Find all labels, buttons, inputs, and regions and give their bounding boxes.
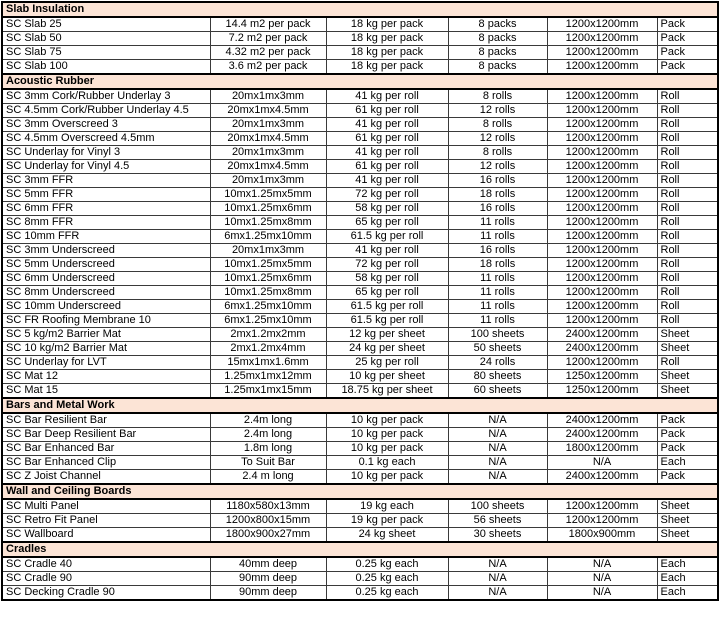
cell-weight: 10 kg per sheet bbox=[326, 370, 448, 384]
cell-size: 2.4m long bbox=[210, 428, 326, 442]
cell-quantity: 30 sheets bbox=[448, 528, 547, 543]
cell-quantity: 11 rolls bbox=[448, 230, 547, 244]
cell-weight: 41 kg per roll bbox=[326, 244, 448, 258]
cell-quantity: 18 rolls bbox=[448, 188, 547, 202]
cell-size: 1200x800x15mm bbox=[210, 514, 326, 528]
cell-size: 1800x900x27mm bbox=[210, 528, 326, 543]
cell-product-name: SC 10mm FFR bbox=[2, 230, 210, 244]
cell-pallet-size: 1200x1200mm bbox=[547, 146, 657, 160]
cell-weight: 24 kg per sheet bbox=[326, 342, 448, 356]
cell-unit: Roll bbox=[657, 286, 718, 300]
table-row bbox=[2, 230, 718, 244]
cell-size: 10mx1.25mx6mm bbox=[210, 272, 326, 286]
cell-weight: 0.25 kg each bbox=[326, 572, 448, 586]
cell-unit: Each bbox=[657, 557, 718, 572]
cell-product-name: SC 5mm FFR bbox=[2, 188, 210, 202]
cell-unit: Roll bbox=[657, 160, 718, 174]
cell-product-name: SC 5 kg/m2 Barrier Mat bbox=[2, 328, 210, 342]
cell-quantity: N/A bbox=[448, 442, 547, 456]
cell-weight: 61 kg per roll bbox=[326, 104, 448, 118]
cell-pallet-size: N/A bbox=[547, 557, 657, 572]
cell-quantity: 11 rolls bbox=[448, 272, 547, 286]
cell-pallet-size: 2400x1200mm bbox=[547, 470, 657, 485]
cell-quantity: 8 packs bbox=[448, 60, 547, 75]
cell-unit: Roll bbox=[657, 89, 718, 104]
cell-product-name: SC 6mm Underscreed bbox=[2, 272, 210, 286]
cell-quantity: N/A bbox=[448, 572, 547, 586]
cell-product-name: SC Multi Panel bbox=[2, 499, 210, 514]
cell-quantity: 11 rolls bbox=[448, 286, 547, 300]
cell-unit: Pack bbox=[657, 46, 718, 60]
cell-pallet-size: 1200x1200mm bbox=[547, 514, 657, 528]
cell-product-name: SC Slab 100 bbox=[2, 60, 210, 75]
cell-size: 14.4 m2 per pack bbox=[210, 17, 326, 32]
section-title: Acoustic Rubber bbox=[2, 74, 718, 89]
cell-size: 3.6 m2 per pack bbox=[210, 60, 326, 75]
cell-unit: Roll bbox=[657, 202, 718, 216]
cell-unit: Roll bbox=[657, 314, 718, 328]
cell-weight: 61.5 kg per roll bbox=[326, 230, 448, 244]
cell-size: 20mx1mx3mm bbox=[210, 118, 326, 132]
cell-product-name: SC Slab 25 bbox=[2, 17, 210, 32]
cell-pallet-size: 1200x1200mm bbox=[547, 188, 657, 202]
cell-product-name: SC Underlay for Vinyl 3 bbox=[2, 146, 210, 160]
cell-product-name: SC Bar Resilient Bar bbox=[2, 413, 210, 428]
section-title: Slab Insulation bbox=[2, 2, 718, 17]
cell-quantity: N/A bbox=[448, 413, 547, 428]
table-row bbox=[2, 456, 718, 470]
cell-product-name: SC 8mm Underscreed bbox=[2, 286, 210, 300]
product-spec-table bbox=[1, 1, 719, 601]
cell-unit: Sheet bbox=[657, 514, 718, 528]
table-row bbox=[2, 442, 718, 456]
cell-pallet-size: 1200x1200mm bbox=[547, 258, 657, 272]
cell-weight: 10 kg per pack bbox=[326, 413, 448, 428]
cell-unit: Roll bbox=[657, 216, 718, 230]
cell-product-name: SC Cradle 90 bbox=[2, 572, 210, 586]
table-row bbox=[2, 370, 718, 384]
cell-weight: 10 kg per pack bbox=[326, 442, 448, 456]
cell-unit: Roll bbox=[657, 300, 718, 314]
cell-quantity: 16 rolls bbox=[448, 202, 547, 216]
cell-unit: Pack bbox=[657, 32, 718, 46]
cell-size: 7.2 m2 per pack bbox=[210, 32, 326, 46]
cell-weight: 61.5 kg per roll bbox=[326, 314, 448, 328]
table-row bbox=[2, 32, 718, 46]
table-row bbox=[2, 470, 718, 485]
cell-size: 6mx1.25mx10mm bbox=[210, 300, 326, 314]
cell-weight: 0.25 kg each bbox=[326, 557, 448, 572]
section-header-row bbox=[2, 2, 718, 17]
cell-pallet-size: 1200x1200mm bbox=[547, 17, 657, 32]
cell-size: 1180x580x13mm bbox=[210, 499, 326, 514]
section-header-row bbox=[2, 484, 718, 499]
cell-product-name: SC Slab 50 bbox=[2, 32, 210, 46]
cell-quantity: 100 sheets bbox=[448, 499, 547, 514]
cell-size: 10mx1.25mx6mm bbox=[210, 202, 326, 216]
cell-size: 1.25mx1mx12mm bbox=[210, 370, 326, 384]
cell-size: 6mx1.25mx10mm bbox=[210, 314, 326, 328]
cell-pallet-size: 1200x1200mm bbox=[547, 202, 657, 216]
cell-weight: 19 kg per pack bbox=[326, 514, 448, 528]
table-row bbox=[2, 557, 718, 572]
cell-size: 20mx1mx4.5mm bbox=[210, 160, 326, 174]
cell-product-name: SC 3mm Underscreed bbox=[2, 244, 210, 258]
cell-quantity: 8 packs bbox=[448, 32, 547, 46]
cell-unit: Roll bbox=[657, 356, 718, 370]
cell-size: 10mx1.25mx8mm bbox=[210, 286, 326, 300]
cell-product-name: SC Bar Deep Resilient Bar bbox=[2, 428, 210, 442]
cell-unit: Sheet bbox=[657, 499, 718, 514]
cell-weight: 61 kg per roll bbox=[326, 132, 448, 146]
cell-pallet-size: 1200x1200mm bbox=[547, 300, 657, 314]
table-row bbox=[2, 586, 718, 601]
cell-unit: Sheet bbox=[657, 384, 718, 399]
cell-product-name: SC Underlay for LVT bbox=[2, 356, 210, 370]
cell-product-name: SC 3mm Overscreed 3 bbox=[2, 118, 210, 132]
table-row bbox=[2, 146, 718, 160]
cell-size: To Suit Bar bbox=[210, 456, 326, 470]
cell-product-name: SC 4.5mm Overscreed 4.5mm bbox=[2, 132, 210, 146]
cell-pallet-size: 1200x1200mm bbox=[547, 272, 657, 286]
table-row bbox=[2, 46, 718, 60]
cell-unit: Each bbox=[657, 586, 718, 601]
table-row bbox=[2, 384, 718, 399]
cell-product-name: SC 10 kg/m2 Barrier Mat bbox=[2, 342, 210, 356]
table-row bbox=[2, 272, 718, 286]
cell-size: 20mx1mx4.5mm bbox=[210, 104, 326, 118]
cell-unit: Pack bbox=[657, 17, 718, 32]
cell-pallet-size: N/A bbox=[547, 572, 657, 586]
cell-product-name: SC Mat 15 bbox=[2, 384, 210, 399]
cell-unit: Sheet bbox=[657, 328, 718, 342]
cell-size: 15mx1mx1.6mm bbox=[210, 356, 326, 370]
table-row bbox=[2, 132, 718, 146]
table-row bbox=[2, 104, 718, 118]
cell-product-name: SC Retro Fit Panel bbox=[2, 514, 210, 528]
cell-weight: 12 kg per sheet bbox=[326, 328, 448, 342]
cell-size: 1.8m long bbox=[210, 442, 326, 456]
cell-weight: 58 kg per roll bbox=[326, 272, 448, 286]
cell-product-name: SC 4.5mm Cork/Rubber Underlay 4.5 bbox=[2, 104, 210, 118]
table-row bbox=[2, 300, 718, 314]
table-row bbox=[2, 328, 718, 342]
table-row bbox=[2, 60, 718, 75]
cell-pallet-size: 1200x1200mm bbox=[547, 244, 657, 258]
cell-quantity: 8 packs bbox=[448, 46, 547, 60]
section-title: Bars and Metal Work bbox=[2, 398, 718, 413]
table-row bbox=[2, 89, 718, 104]
cell-quantity: 11 rolls bbox=[448, 300, 547, 314]
cell-product-name: SC 6mm FFR bbox=[2, 202, 210, 216]
cell-pallet-size: 1200x1200mm bbox=[547, 60, 657, 75]
section-header-row bbox=[2, 74, 718, 89]
cell-unit: Roll bbox=[657, 174, 718, 188]
cell-product-name: SC Bar Enhanced Clip bbox=[2, 456, 210, 470]
table-row bbox=[2, 314, 718, 328]
cell-quantity: 12 rolls bbox=[448, 160, 547, 174]
cell-size: 20mx1mx4.5mm bbox=[210, 132, 326, 146]
cell-product-name: SC 3mm FFR bbox=[2, 174, 210, 188]
cell-product-name: SC Slab 75 bbox=[2, 46, 210, 60]
cell-size: 2mx1.2mx4mm bbox=[210, 342, 326, 356]
cell-size: 10mx1.25mx5mm bbox=[210, 258, 326, 272]
cell-quantity: 11 rolls bbox=[448, 216, 547, 230]
cell-pallet-size: 1200x1200mm bbox=[547, 174, 657, 188]
section-header-row bbox=[2, 398, 718, 413]
cell-pallet-size: 1250x1200mm bbox=[547, 384, 657, 399]
cell-pallet-size: 1800x1200mm bbox=[547, 442, 657, 456]
cell-weight: 65 kg per roll bbox=[326, 286, 448, 300]
cell-pallet-size: 1200x1200mm bbox=[547, 314, 657, 328]
cell-quantity: N/A bbox=[448, 428, 547, 442]
cell-quantity: 12 rolls bbox=[448, 104, 547, 118]
cell-pallet-size: N/A bbox=[547, 456, 657, 470]
cell-unit: Roll bbox=[657, 132, 718, 146]
cell-pallet-size: 1200x1200mm bbox=[547, 132, 657, 146]
table-row bbox=[2, 188, 718, 202]
cell-size: 20mx1mx3mm bbox=[210, 146, 326, 160]
table-row bbox=[2, 499, 718, 514]
cell-quantity: N/A bbox=[448, 456, 547, 470]
cell-weight: 41 kg per roll bbox=[326, 118, 448, 132]
cell-quantity: 8 rolls bbox=[448, 89, 547, 104]
table-row bbox=[2, 202, 718, 216]
cell-size: 90mm deep bbox=[210, 572, 326, 586]
cell-pallet-size: 2400x1200mm bbox=[547, 342, 657, 356]
cell-size: 40mm deep bbox=[210, 557, 326, 572]
cell-weight: 41 kg per roll bbox=[326, 89, 448, 104]
cell-unit: Sheet bbox=[657, 370, 718, 384]
cell-size: 10mx1.25mx5mm bbox=[210, 188, 326, 202]
cell-unit: Roll bbox=[657, 104, 718, 118]
cell-weight: 58 kg per roll bbox=[326, 202, 448, 216]
cell-weight: 18 kg per pack bbox=[326, 17, 448, 32]
section-title: Cradles bbox=[2, 542, 718, 557]
cell-product-name: SC Z Joist Channel bbox=[2, 470, 210, 485]
cell-weight: 18 kg per pack bbox=[326, 32, 448, 46]
cell-quantity: 80 sheets bbox=[448, 370, 547, 384]
cell-quantity: 18 rolls bbox=[448, 258, 547, 272]
cell-pallet-size: 1200x1200mm bbox=[547, 46, 657, 60]
cell-pallet-size: 1200x1200mm bbox=[547, 230, 657, 244]
cell-product-name: SC Mat 12 bbox=[2, 370, 210, 384]
cell-pallet-size: 1800x900mm bbox=[547, 528, 657, 543]
cell-unit: Roll bbox=[657, 230, 718, 244]
cell-pallet-size: 1200x1200mm bbox=[547, 356, 657, 370]
table-row bbox=[2, 118, 718, 132]
cell-weight: 19 kg each bbox=[326, 499, 448, 514]
cell-quantity: 56 sheets bbox=[448, 514, 547, 528]
cell-quantity: 50 sheets bbox=[448, 342, 547, 356]
cell-quantity: 8 packs bbox=[448, 17, 547, 32]
cell-unit: Roll bbox=[657, 188, 718, 202]
cell-quantity: 11 rolls bbox=[448, 314, 547, 328]
cell-pallet-size: 1200x1200mm bbox=[547, 216, 657, 230]
cell-unit: Pack bbox=[657, 60, 718, 75]
table-row bbox=[2, 17, 718, 32]
cell-weight: 18.75 kg per sheet bbox=[326, 384, 448, 399]
cell-unit: Sheet bbox=[657, 528, 718, 543]
cell-quantity: 60 sheets bbox=[448, 384, 547, 399]
cell-size: 2.4m long bbox=[210, 413, 326, 428]
cell-product-name: SC 3mm Cork/Rubber Underlay 3 bbox=[2, 89, 210, 104]
cell-quantity: 8 rolls bbox=[448, 118, 547, 132]
cell-quantity: N/A bbox=[448, 470, 547, 485]
cell-weight: 24 kg sheet bbox=[326, 528, 448, 543]
cell-unit: Pack bbox=[657, 442, 718, 456]
cell-size: 20mx1mx3mm bbox=[210, 174, 326, 188]
cell-size: 6mx1.25mx10mm bbox=[210, 230, 326, 244]
table-row bbox=[2, 216, 718, 230]
cell-size: 1.25mx1mx15mm bbox=[210, 384, 326, 399]
cell-pallet-size: 2400x1200mm bbox=[547, 413, 657, 428]
cell-weight: 61 kg per roll bbox=[326, 160, 448, 174]
section-title: Wall and Ceiling Boards bbox=[2, 484, 718, 499]
section-header-row bbox=[2, 542, 718, 557]
cell-unit: Each bbox=[657, 456, 718, 470]
cell-unit: Roll bbox=[657, 244, 718, 258]
cell-unit: Pack bbox=[657, 428, 718, 442]
table-row bbox=[2, 258, 718, 272]
cell-pallet-size: 1200x1200mm bbox=[547, 32, 657, 46]
table-row bbox=[2, 342, 718, 356]
table-row bbox=[2, 413, 718, 428]
cell-weight: 61.5 kg per roll bbox=[326, 300, 448, 314]
cell-quantity: 8 rolls bbox=[448, 146, 547, 160]
cell-unit: Roll bbox=[657, 258, 718, 272]
cell-unit: Roll bbox=[657, 118, 718, 132]
cell-unit: Pack bbox=[657, 470, 718, 485]
cell-quantity: 24 rolls bbox=[448, 356, 547, 370]
cell-product-name: SC Decking Cradle 90 bbox=[2, 586, 210, 601]
cell-weight: 0.1 kg each bbox=[326, 456, 448, 470]
cell-size: 2mx1.2mx2mm bbox=[210, 328, 326, 342]
cell-unit: Roll bbox=[657, 146, 718, 160]
table-row bbox=[2, 160, 718, 174]
cell-product-name: SC Wallboard bbox=[2, 528, 210, 543]
cell-size: 10mx1.25mx8mm bbox=[210, 216, 326, 230]
cell-unit: Each bbox=[657, 572, 718, 586]
cell-pallet-size: 1200x1200mm bbox=[547, 286, 657, 300]
cell-weight: 10 kg per pack bbox=[326, 428, 448, 442]
cell-weight: 25 kg per roll bbox=[326, 356, 448, 370]
cell-unit: Roll bbox=[657, 272, 718, 286]
cell-size: 20mx1mx3mm bbox=[210, 89, 326, 104]
cell-pallet-size: 1200x1200mm bbox=[547, 89, 657, 104]
cell-quantity: 100 sheets bbox=[448, 328, 547, 342]
cell-quantity: N/A bbox=[448, 557, 547, 572]
table-row bbox=[2, 244, 718, 258]
product-table-body bbox=[2, 2, 718, 600]
cell-pallet-size: 2400x1200mm bbox=[547, 428, 657, 442]
cell-pallet-size: 1200x1200mm bbox=[547, 118, 657, 132]
table-row bbox=[2, 572, 718, 586]
cell-quantity: 12 rolls bbox=[448, 132, 547, 146]
cell-unit: Pack bbox=[657, 413, 718, 428]
cell-quantity: N/A bbox=[448, 586, 547, 601]
cell-quantity: 16 rolls bbox=[448, 174, 547, 188]
cell-weight: 72 kg per roll bbox=[326, 258, 448, 272]
cell-pallet-size: 1200x1200mm bbox=[547, 499, 657, 514]
cell-product-name: SC 5mm Underscreed bbox=[2, 258, 210, 272]
cell-pallet-size: 2400x1200mm bbox=[547, 328, 657, 342]
table-row bbox=[2, 286, 718, 300]
table-row bbox=[2, 356, 718, 370]
cell-product-name: SC FR Roofing Membrane 10 bbox=[2, 314, 210, 328]
cell-weight: 10 kg per pack bbox=[326, 470, 448, 485]
cell-weight: 65 kg per roll bbox=[326, 216, 448, 230]
cell-weight: 18 kg per pack bbox=[326, 46, 448, 60]
table-row bbox=[2, 528, 718, 543]
cell-pallet-size: N/A bbox=[547, 586, 657, 601]
cell-product-name: SC Underlay for Vinyl 4.5 bbox=[2, 160, 210, 174]
cell-weight: 72 kg per roll bbox=[326, 188, 448, 202]
cell-weight: 18 kg per pack bbox=[326, 60, 448, 75]
cell-size: 2.4 m long bbox=[210, 470, 326, 485]
cell-product-name: SC Cradle 40 bbox=[2, 557, 210, 572]
cell-weight: 41 kg per roll bbox=[326, 174, 448, 188]
table-row bbox=[2, 174, 718, 188]
cell-size: 90mm deep bbox=[210, 586, 326, 601]
cell-product-name: SC 10mm Underscreed bbox=[2, 300, 210, 314]
cell-pallet-size: 1200x1200mm bbox=[547, 104, 657, 118]
cell-quantity: 16 rolls bbox=[448, 244, 547, 258]
cell-unit: Sheet bbox=[657, 342, 718, 356]
cell-pallet-size: 1250x1200mm bbox=[547, 370, 657, 384]
table-row bbox=[2, 514, 718, 528]
cell-product-name: SC 8mm FFR bbox=[2, 216, 210, 230]
cell-pallet-size: 1200x1200mm bbox=[547, 160, 657, 174]
table-row bbox=[2, 428, 718, 442]
cell-size: 4.32 m2 per pack bbox=[210, 46, 326, 60]
cell-product-name: SC Bar Enhanced Bar bbox=[2, 442, 210, 456]
cell-weight: 41 kg per roll bbox=[326, 146, 448, 160]
cell-weight: 0.25 kg each bbox=[326, 586, 448, 601]
cell-size: 20mx1mx3mm bbox=[210, 244, 326, 258]
